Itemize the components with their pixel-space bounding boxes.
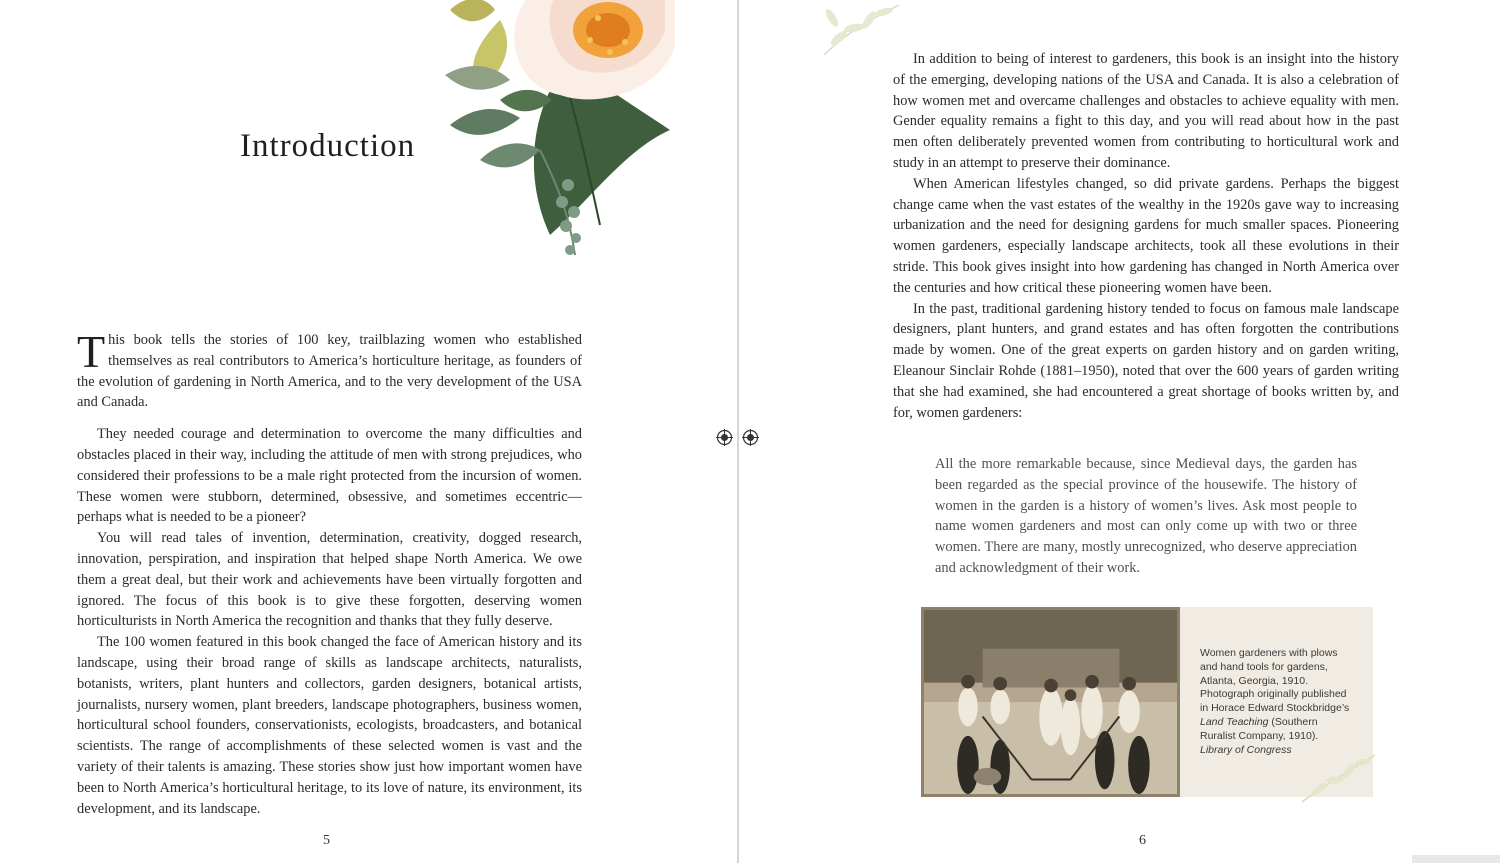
peony-flower-illustration <box>440 0 675 260</box>
left-page <box>0 0 737 863</box>
right-page <box>739 0 1500 863</box>
drop-cap: T <box>77 326 106 377</box>
block-quote: All the more remarkable because, since Medieval days, the garden has been regarded as the special province of the housewife. The history of women in the garden is a history of women’s lives. Ask most people to name women gardeners and most can only come up with two or three women. There are many, mostly unrecognized, who deserve appreciation and acknowledgment of their work. <box>935 456 1357 576</box>
paragraph: The 100 women featured in this book changed the face of American history and its landscape, using their broad range of skills as landscape architects, naturalists, botanists, writers, plant hunters and collectors, garden designers, botanical artists, journalists, nursery women, plant breeders, landscape photographers, business women, horticultural school founders, conservationists, ecologists, broadcasters, and botanical scientists. The range of accomplishments of these selected women is vast and the variety of their talents is amazing. These stories show just how important women have been to North America’s horticultural heritage, to its love of nature, its environment, its development, and its landscape. <box>77 634 582 817</box>
historic-photo-women-gardeners <box>921 607 1180 797</box>
photo-caption: Women gardeners with plows and hand tools for gardens, Atlanta, Georgia, 1910. Photograph originally published in Horace Edward Stockbridge’s Land Teaching (Southern Ruralist Company, 1910). Library of Congress <box>1200 647 1350 756</box>
leaf-sprig-illustration <box>814 0 904 60</box>
paragraph: They needed courage and determination to overcome the many difficulties and obstacles placed in their way, including the attitude of men with strong prejudices, who considered their professions to be a male right protected from the incursion of women. These women were stubborn, determined, obsessive, and sometimes eccentric—perhaps what is needed to be a pioneer? <box>77 426 582 526</box>
paragraph: In addition to being of interest to gardeners, this book is an insight into the history of the emerging, developing nations of the USA and Canada. It is also a celebration of how women met and overcame challenges and obstacles to achieve equality with men. Gender equality remains a fight to this day, and you will read about how in the past men often deliberately prevented women from contributing to horticultural work and study in an attempt to preserve their dominance. <box>893 51 1399 171</box>
left-body-text <box>77 326 582 819</box>
corner-shadow <box>1412 855 1500 863</box>
registration-mark-icon <box>742 429 759 446</box>
registration-mark-icon <box>716 429 733 446</box>
page-title: Introduction <box>240 128 416 164</box>
leaf-sprig-illustration <box>1297 747 1377 807</box>
paragraph: In the past, traditional gardening history tended to focus on famous male landscape designers, plant hunters, and grand estates and has often forgotten the contributions made by women. One of the great experts on garden history and on garden writing, Eleanour Sinclair Rohde (1881–1950), noted that over the 600 years of garden writing that she had examined, she had encountered a great shortage of books written by, and for, women gardeners: <box>893 300 1399 421</box>
paragraph: You will read tales of invention, determination, creativity, dogged research, innovation, perspiration, and inspiration that helped shape North America. We owe them a great deal, but their work and achievements have been virtually forgotten and ignored. The focus of this book is to give these forgotten, deserving women horticulturists in North America the recognition and thanks that they fully deserve. <box>77 530 582 630</box>
page-number: 5 <box>323 833 330 848</box>
page-number: 6 <box>1139 833 1146 848</box>
paragraph: When American lifestyles changed, so did private gardens. Perhaps the biggest change came when the vast estates of the wealthy in the 1920s gave way to increasing urbanization and the need for designing gardens for much smaller spaces. Pioneering women gardeners, especially landscape architects, took all these evolutions in their stride. This book gives insight into how gardening has changed in North America over the centuries and how critical these pioneering women have been. <box>893 175 1399 296</box>
right-body-text <box>893 49 1399 423</box>
paragraph: This book tells the stories of 100 key, trailblazing women who established themselves as real contributors to America’s horticulture heritage, as founders of the evolution of gardening in North America, and to the very development of the USA and Canada. <box>77 326 582 411</box>
photo-panel <box>921 607 1373 797</box>
